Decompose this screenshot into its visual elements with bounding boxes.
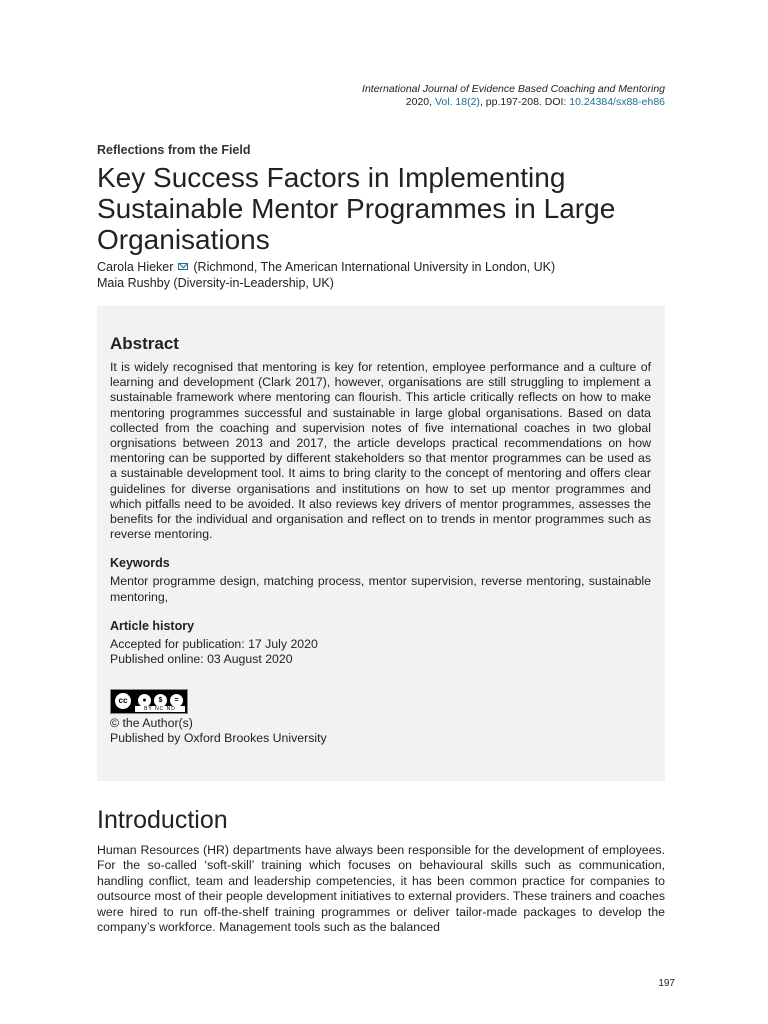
nd-icon: =: [168, 692, 185, 709]
page-number: 197: [658, 978, 675, 989]
volume-link[interactable]: Vol. 18(2): [434, 96, 480, 108]
journal-header: [362, 83, 665, 109]
author-1-affiliation: (Richmond, The American International University in London, UK): [189, 260, 556, 274]
author-1: [97, 259, 555, 275]
introduction-text: Human Resources (HR) departments have always been responsible for the development of employees. For the so-called ‘soft-skill’ training which focuses on behavioural skills such as communication, handling conflict, team and leadership competencies, it has been common practice for companies to outsource most of their people development initiatives to external providers. These trainers and coaches were hired to run off-the-shelf training programmes or deliver tailor-made packages to develop the company’s workforce. Management tools such as the balanced: [97, 843, 665, 935]
history-heading: Article history: [110, 618, 195, 633]
by-icon: ●: [136, 692, 153, 709]
author-2: [97, 275, 555, 291]
article-title: Key Success Factors in Implementing Sustainable Mentor Programmes in Large Organisations: [97, 162, 616, 255]
citation-line: [362, 96, 665, 109]
publisher-text: Published by Oxford Brookes University: [110, 731, 327, 746]
keywords-heading: Keywords: [110, 556, 170, 571]
author-2-affiliation: (Diversity-in-Leadership, UK): [169, 276, 334, 290]
abstract-content: [110, 334, 651, 747]
doi-link[interactable]: 10.24384/sx88-eh86: [569, 96, 665, 108]
published-date: Published online: 03 August 2020: [110, 652, 293, 667]
author-2-name: Maia Rushby: [97, 276, 170, 290]
journal-name: International Journal of Evidence Based Coaching and Mentoring: [362, 83, 665, 95]
nc-icon: $: [152, 692, 169, 709]
mail-icon[interactable]: [178, 263, 188, 270]
cc-icon: cc: [113, 691, 133, 711]
license-strip: BY NC ND: [135, 706, 185, 712]
abstract-box: [97, 306, 665, 781]
author-1-name: Carola Hieker: [97, 260, 174, 274]
accepted-date: Accepted for publication: 17 July 2020: [110, 636, 318, 651]
author-list: [97, 259, 555, 291]
abstract-text: It is widely recognised that mentoring is key for retention, employee performance and a culture of learning and development (Clark 2017), however, organisations are still struggling to implement a sustainable framework where mentoring can flourish. This article critically reflects on how to make mentoring programmes successful and sustainable in large global organisations. Based on data collected from the coaching and supervision notes of five international coaches in two global orgnisations between 2013 and 2017, the article develops practical recommendations on how mentoring can be supported by different stakeholders so that mentor programmes can be used as a sustainable development tool. It aims to bring clarity to the concept of mentoring and offers clear guidelines for diverse organisations and institutions on how to set up mentor programmes and which pitfalls need to be avoided. It also reviews key drivers of mentor programmes, assesses the benefits for the individual and organisation and reflect on to trends in mentor programmes such as reverse mentoring.: [110, 360, 651, 542]
citation-pages: , pp.197-208. DOI:: [479, 96, 570, 108]
section-label: Reflections from the Field: [97, 143, 251, 157]
copyright-text: © the Author(s): [110, 716, 193, 731]
introduction-heading: Introduction: [97, 806, 228, 834]
keywords-text: Mentor programme design, matching process, mentor supervision, reverse mentoring, sustainable mentoring,: [110, 574, 651, 604]
cc-license-badge[interactable]: [110, 689, 188, 714]
abstract-heading: Abstract: [110, 334, 179, 353]
citation-year: 2020,: [405, 96, 435, 108]
